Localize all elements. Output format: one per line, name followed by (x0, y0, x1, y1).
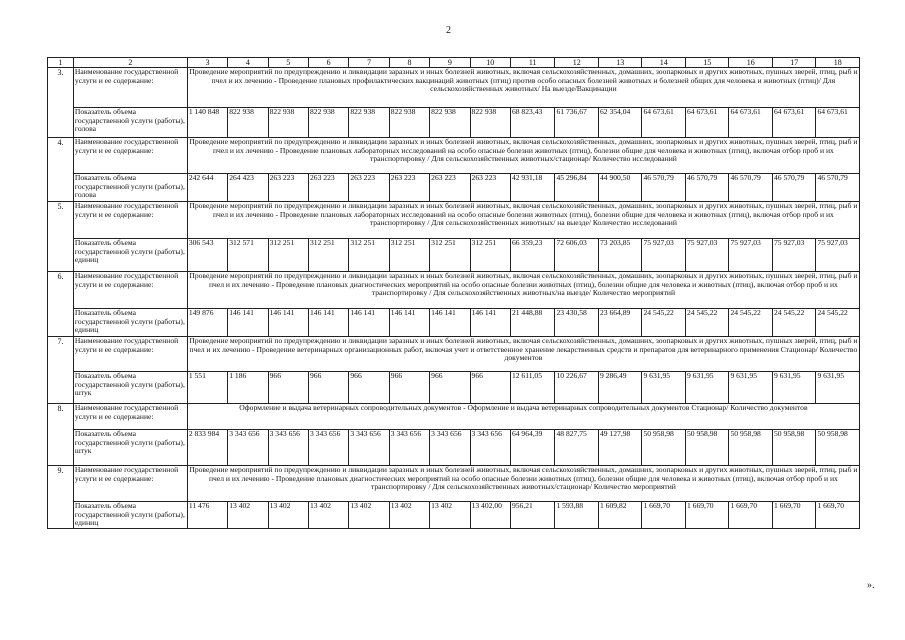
value-cell: 822 938 (228, 108, 268, 138)
value-cell: 64 964,39 (510, 430, 555, 466)
col-header: 6 (308, 58, 348, 68)
value-cell: 75 927,03 (685, 239, 729, 272)
value-cell: 966 (308, 372, 348, 404)
value-cell: 13 402,00 (470, 502, 510, 529)
value-cell: 75 927,03 (816, 239, 860, 272)
value-cell: 3 343 656 (308, 430, 348, 466)
value-cell: 50 958,98 (729, 430, 773, 466)
volume-indicator-row (48, 430, 860, 466)
value-cell: 822 938 (430, 108, 470, 138)
row-number: 3. (48, 68, 74, 138)
value-cell: 9 631,95 (816, 372, 860, 404)
value-cell: 149 876 (187, 309, 227, 337)
value-cell: 242 644 (187, 174, 227, 202)
volume-indicator-row (48, 309, 860, 337)
col-header: 14 (642, 58, 686, 68)
col-header: 8 (389, 58, 429, 68)
value-cell: 13 402 (228, 502, 268, 529)
budget-table (47, 57, 860, 529)
row-number: 7. (48, 337, 74, 404)
value-cell: 966 (470, 372, 510, 404)
column-number-row (48, 58, 860, 68)
value-cell: 306 543 (187, 239, 227, 272)
volume-indicator-row (48, 108, 860, 138)
service-name-label: Наименование государственной услуги и ее содержание: (73, 466, 187, 502)
value-cell: 1 551 (187, 372, 227, 404)
value-cell: 264 423 (228, 174, 268, 202)
volume-indicator-label: Показатель объема государственной услуги (работы), единиц (73, 309, 187, 337)
value-cell: 146 141 (228, 309, 268, 337)
value-cell: 2 833 984 (187, 430, 227, 466)
row-number: 8. (48, 404, 74, 466)
col-header: 17 (772, 58, 816, 68)
value-cell: 9 631,95 (729, 372, 773, 404)
value-cell: 61 736,67 (555, 108, 599, 138)
value-cell: 956,21 (510, 502, 555, 529)
value-cell: 23 664,89 (598, 309, 642, 337)
value-cell: 822 938 (389, 108, 429, 138)
value-cell: 1 140 848 (187, 108, 227, 138)
page-number: 2 (446, 25, 451, 36)
value-cell: 146 141 (430, 309, 470, 337)
col-header: 1 (48, 58, 74, 68)
volume-indicator-label: Показатель объема государственной услуги (работы), единиц (73, 239, 187, 272)
value-cell: 966 (389, 372, 429, 404)
value-cell: 966 (430, 372, 470, 404)
value-cell: 263 223 (268, 174, 308, 202)
value-cell: 263 223 (470, 174, 510, 202)
value-cell: 64 673,61 (772, 108, 816, 138)
value-cell: 3 343 656 (268, 430, 308, 466)
col-header: 5 (268, 58, 308, 68)
value-cell: 64 673,61 (816, 108, 860, 138)
value-cell: 24 545,22 (816, 309, 860, 337)
value-cell: 822 938 (308, 108, 348, 138)
volume-indicator-label: Показатель объема государственной услуги (работы), штук (73, 372, 187, 404)
value-cell: 3 343 656 (389, 430, 429, 466)
service-name-label: Наименование государственной услуги и ее содержание: (73, 202, 187, 239)
value-cell: 146 141 (389, 309, 429, 337)
col-header: 7 (349, 58, 389, 68)
col-header: 4 (228, 58, 268, 68)
value-cell: 312 251 (349, 239, 389, 272)
value-cell: 1 669,70 (729, 502, 773, 529)
value-cell: 3 343 656 (349, 430, 389, 466)
value-cell: 1 593,88 (555, 502, 599, 529)
value-cell: 64 673,61 (729, 108, 773, 138)
service-name-label: Наименование государственной услуги и ее содержание: (73, 68, 187, 108)
service-name-row (48, 272, 860, 309)
service-name-label: Наименование государственной услуги и ее содержание: (73, 404, 187, 430)
value-cell: 64 673,61 (642, 108, 686, 138)
value-cell: 46 570,79 (729, 174, 773, 202)
value-cell: 822 938 (349, 108, 389, 138)
value-cell: 9 631,95 (685, 372, 729, 404)
value-cell: 966 (349, 372, 389, 404)
service-description: Проведение мероприятий по предупреждению и ликвидации заразных и иных болезней животных, включая сельскохозяйственных, домашних, зоопарковых и других животных, пушных зверей, птиц, рыб и пчел и их лечению - Проведение плановых лабораторных исследований на особо опасные болезни животных (птиц), болезни общие для человека и животных (птиц), включая отбор проб и их транспортировку / Для сельскохозяйственных животных/ на выезде/ Количество исследований (187, 202, 859, 239)
value-cell: 146 141 (268, 309, 308, 337)
value-cell: 1 609,82 (598, 502, 642, 529)
value-cell: 146 141 (349, 309, 389, 337)
service-description: Проведение мероприятий по предупреждению и ликвидации заразных и иных болезней животных, включая сельскохозяйственных, домашних, зоопарковых и других животных, пушных зверей, птиц, рыб и пчел и их лечению - Проведение плановых профилактических вакцинаций животных (птиц) против особо опасных болезней животных и болезней общих для человека и животных (птиц)/ Для сельскохозяйственных животных/ На выезде/Вакцинации (187, 68, 859, 108)
value-cell: 46 570,79 (642, 174, 686, 202)
col-header: 12 (555, 58, 599, 68)
value-cell: 24 545,22 (685, 309, 729, 337)
service-name-label: Наименование государственной услуги и ее содержание: (73, 337, 187, 372)
value-cell: 49 127,98 (598, 430, 642, 466)
value-cell: 146 141 (470, 309, 510, 337)
row-number: 9. (48, 466, 74, 529)
value-cell: 44 900,50 (598, 174, 642, 202)
value-cell: 50 958,98 (816, 430, 860, 466)
service-name-label: Наименование государственной услуги и ее содержание: (73, 138, 187, 174)
value-cell: 73 203,85 (598, 239, 642, 272)
value-cell: 13 402 (308, 502, 348, 529)
value-cell: 13 402 (389, 502, 429, 529)
service-description: Проведение мероприятий по предупреждению и ликвидации заразных и иных болезней животных, включая сельскохозяйственных, домашних, зоопарковых и других животных, пушных зверей, птиц, рыб и пчел и их лечению - Проведение ветеринарных организационных работ, включая учет и ответственное хранение лекарственных средств и препаратов для ветеринарного применения Стационар/ Количество документов (187, 337, 859, 372)
service-name-row (48, 404, 860, 430)
service-name-row (48, 138, 860, 174)
volume-indicator-label: Показатель объема государственной услуги (работы), единиц (73, 502, 187, 529)
col-header: 11 (510, 58, 555, 68)
value-cell: 46 570,79 (685, 174, 729, 202)
value-cell: 68 823,43 (510, 108, 555, 138)
value-cell: 1 186 (228, 372, 268, 404)
value-cell: 24 545,22 (642, 309, 686, 337)
col-header: 13 (598, 58, 642, 68)
value-cell: 13 402 (430, 502, 470, 529)
closing-quote: ». (867, 580, 875, 591)
col-header: 3 (187, 58, 227, 68)
value-cell: 3 343 656 (470, 430, 510, 466)
service-description: Проведение мероприятий по предупреждению и ликвидации заразных и иных болезней животных, включая сельскохозяйственных, домашних, зоопарковых и других животных, пушных зверей, птиц, рыб и пчел и их лечению - Проведение плановых лабораторных исследований на особо опасные болезни животных (птиц), болезни общие для человека и животных (птиц), включая отбор проб и их транспортировку / Для сельскохозяйственных животных/стационар/ Количество исследований (187, 138, 859, 174)
value-cell: 10 226,67 (555, 372, 599, 404)
value-cell: 50 958,98 (642, 430, 686, 466)
value-cell: 312 251 (268, 239, 308, 272)
value-cell: 48 827,75 (555, 430, 599, 466)
row-number: 5. (48, 202, 74, 272)
service-description: Оформление и выдача ветеринарных сопроводительных документов - Оформление и выдача ветеринарных сопроводительных документов Стационар/ Количество документов (187, 404, 859, 430)
value-cell: 1 669,70 (772, 502, 816, 529)
value-cell: 312 251 (389, 239, 429, 272)
value-cell: 3 343 656 (228, 430, 268, 466)
service-name-row (48, 466, 860, 502)
value-cell: 72 606,03 (555, 239, 599, 272)
value-cell: 46 570,79 (816, 174, 860, 202)
value-cell: 75 927,03 (729, 239, 773, 272)
value-cell: 312 571 (228, 239, 268, 272)
value-cell: 66 359,23 (510, 239, 555, 272)
service-description: Проведение мероприятий по предупреждению и ликвидации заразных и иных болезней животных, включая сельскохозяйственных, домашних, зоопарковых и других животных, пушных зверей, птиц, рыб и пчел и их лечению - Проведение плановых диагностических мероприятий на особо опасные болезни животных (птиц), болезни общие для человека и животных (птиц), включая отбор проб и их транспортировку / Для сельскохозяйственных животных/на выезде/ Количество мероприятий (187, 272, 859, 309)
value-cell: 24 545,22 (729, 309, 773, 337)
value-cell: 822 938 (268, 108, 308, 138)
value-cell: 62 354,04 (598, 108, 642, 138)
col-header: 10 (470, 58, 510, 68)
col-header: 9 (430, 58, 470, 68)
col-header: 15 (685, 58, 729, 68)
volume-indicator-row (48, 372, 860, 404)
value-cell: 9 631,95 (772, 372, 816, 404)
value-cell: 263 223 (349, 174, 389, 202)
value-cell: 1 669,70 (816, 502, 860, 529)
value-cell: 263 223 (308, 174, 348, 202)
service-name-label: Наименование государственной услуги и ее содержание: (73, 272, 187, 309)
value-cell: 3 343 656 (430, 430, 470, 466)
col-header: 18 (816, 58, 860, 68)
value-cell: 50 958,98 (772, 430, 816, 466)
row-number: 6. (48, 272, 74, 337)
value-cell: 75 927,03 (772, 239, 816, 272)
col-header: 16 (729, 58, 773, 68)
service-name-row (48, 202, 860, 239)
col-header: 2 (73, 58, 187, 68)
value-cell: 1 669,70 (685, 502, 729, 529)
value-cell: 146 141 (308, 309, 348, 337)
value-cell: 23 430,58 (555, 309, 599, 337)
value-cell: 312 251 (430, 239, 470, 272)
service-name-row (48, 337, 860, 372)
volume-indicator-row (48, 502, 860, 529)
row-number: 4. (48, 138, 74, 202)
value-cell: 9 286,49 (598, 372, 642, 404)
value-cell: 24 545,22 (772, 309, 816, 337)
value-cell: 46 570,79 (772, 174, 816, 202)
value-cell: 13 402 (349, 502, 389, 529)
volume-indicator-row (48, 174, 860, 202)
value-cell: 42 931,18 (510, 174, 555, 202)
service-description: Проведение мероприятий по предупреждению и ликвидации заразных и иных болезней животных, включая сельскохозяйственных, домашних, зоопарковых и других животных, пушных зверей, птиц, рыб и пчел и их лечению - Проведение плановых диагностических мероприятий на особо опасные болезни животных (птиц), болезни общие для человека и животных (птиц), включая отбор проб и их транспортировку / Для сельскохозяйственных животных/стационар/ Количество мероприятий (187, 466, 859, 502)
value-cell: 11 476 (187, 502, 227, 529)
value-cell: 45 296,84 (555, 174, 599, 202)
value-cell: 64 673,61 (685, 108, 729, 138)
value-cell: 21 448,88 (510, 309, 555, 337)
value-cell: 13 402 (268, 502, 308, 529)
value-cell: 12 611,05 (510, 372, 555, 404)
value-cell: 822 938 (470, 108, 510, 138)
volume-indicator-label: Показатель объема государственной услуги (работы), штук (73, 430, 187, 466)
value-cell: 9 631,95 (642, 372, 686, 404)
value-cell: 966 (268, 372, 308, 404)
value-cell: 312 251 (470, 239, 510, 272)
value-cell: 1 669,70 (642, 502, 686, 529)
service-name-row (48, 68, 860, 108)
value-cell: 75 927,03 (642, 239, 686, 272)
value-cell: 312 251 (308, 239, 348, 272)
volume-indicator-row (48, 239, 860, 272)
value-cell: 50 958,98 (685, 430, 729, 466)
value-cell: 263 223 (389, 174, 429, 202)
volume-indicator-label: Показатель объема государственной услуги (работы), голова (73, 174, 187, 202)
value-cell: 263 223 (430, 174, 470, 202)
volume-indicator-label: Показатель объема государственной услуги (работы), голова (73, 108, 187, 138)
